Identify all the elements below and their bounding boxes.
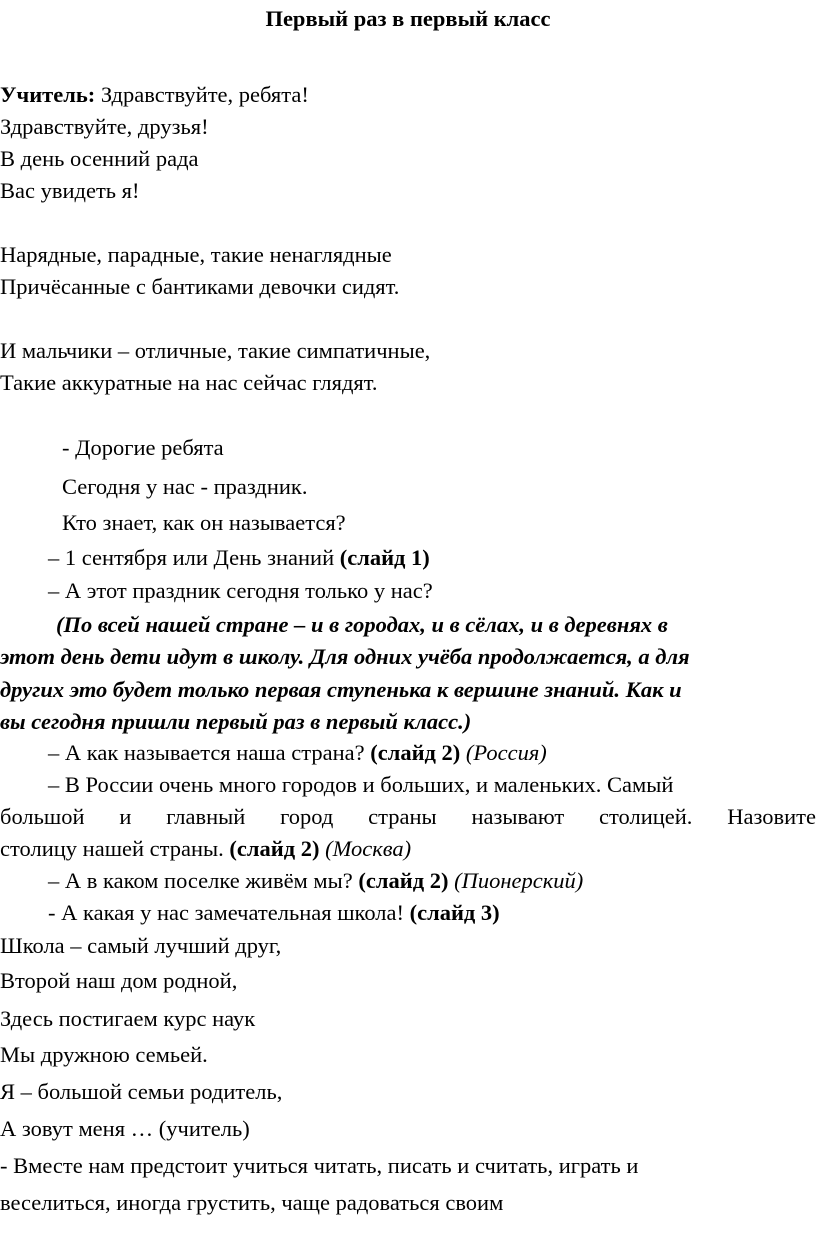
slide-reference: (слайд 2) xyxy=(358,868,449,893)
note-line: этот день дети идут в школу. Для одних учёба продолжается, а для xyxy=(0,644,690,669)
question-text: - А какая у нас замечательная школа! xyxy=(48,900,410,925)
word: страны xyxy=(368,804,437,829)
answer-text: – 1 сентября или День знаний xyxy=(48,545,340,570)
question-text: – А как называется наша страна? xyxy=(48,740,371,765)
verse-line: Причёсанные с бантиками девочки сидят. xyxy=(0,274,400,299)
slide-reference: (слайд 2) xyxy=(229,836,320,861)
verse-line: Здравствуйте, друзья! xyxy=(0,114,209,139)
page-title: Первый раз в первый класс xyxy=(265,6,551,31)
dialog-question-line xyxy=(0,838,411,861)
dialog-line: Сегодня у нас - праздник. xyxy=(62,474,308,499)
verse-line: Такие аккуратные на нас сейчас глядят. xyxy=(0,370,378,395)
closing-line: - Вместе нам предстоит учиться читать, писать и считать, играть и xyxy=(0,1153,639,1178)
greeting-text: Здравствуйте, ребята! xyxy=(95,82,309,107)
dialog-line: - Дорогие ребята xyxy=(62,435,224,460)
verse-line: В день осенний рада xyxy=(0,146,199,171)
dialog-line: – А этот праздник сегодня только у нас? xyxy=(48,578,433,603)
word: главный xyxy=(166,804,246,829)
teacher-greeting-line xyxy=(0,84,309,107)
word: столицей. xyxy=(598,804,693,829)
note-line: других это будет только первая ступенька к вершине знаний. Как и xyxy=(0,677,682,702)
dialog-question-line xyxy=(48,742,547,765)
poem-line: А зовут меня … (учитель) xyxy=(0,1116,250,1141)
slide-reference: (слайд 1) xyxy=(339,545,430,570)
note-line: вы сегодня пришли первый раз в первый класс.) xyxy=(0,709,472,734)
answer-hint: (Москва) xyxy=(319,836,412,861)
verse-line: Нарядные, парадные, такие ненаглядные xyxy=(0,242,392,267)
verse-line: И мальчики – отличные, такие симпатичные, xyxy=(0,338,431,363)
poem-line: Второй наш дом родной, xyxy=(0,968,238,993)
word: большой xyxy=(0,804,85,829)
word: называют xyxy=(471,804,565,829)
poem-line: Школа – самый лучший друг, xyxy=(0,933,282,958)
dialog-question-line xyxy=(48,870,583,893)
poem-line: Мы дружною семьей. xyxy=(0,1042,208,1067)
note-line: (По всей нашей стране – и в городах, и в сёлах, и в деревнях в xyxy=(56,612,668,637)
answer-hint: (Пионерский) xyxy=(448,868,584,893)
dialog-answer-line xyxy=(48,547,430,570)
answer-hint: (Россия) xyxy=(460,740,547,765)
word: и xyxy=(119,804,132,829)
speaker-label: Учитель: xyxy=(0,82,96,107)
poem-line: Я – большой семьи родитель, xyxy=(0,1079,283,1104)
poem-line: Здесь постигаем курс наук xyxy=(0,1006,256,1031)
dialog-question-line xyxy=(48,902,500,925)
dialog-line: Кто знает, как он называется? xyxy=(62,510,346,535)
word: город xyxy=(280,804,334,829)
dialog-line: – В России очень много городов и больших, и маленьких. Самый xyxy=(48,772,674,797)
word: Назовите xyxy=(727,804,816,829)
closing-line: веселиться, иногда грустить, чаще радоваться своим xyxy=(0,1190,504,1215)
slide-reference: (слайд 3) xyxy=(409,900,500,925)
dialog-justified-line xyxy=(0,806,816,829)
verse-line: Вас увидеть я! xyxy=(0,178,140,203)
slide-reference: (слайд 2) xyxy=(370,740,461,765)
question-text: – А в каком поселке живём мы? xyxy=(48,868,359,893)
question-text: столицу нашей страны. xyxy=(0,836,230,861)
